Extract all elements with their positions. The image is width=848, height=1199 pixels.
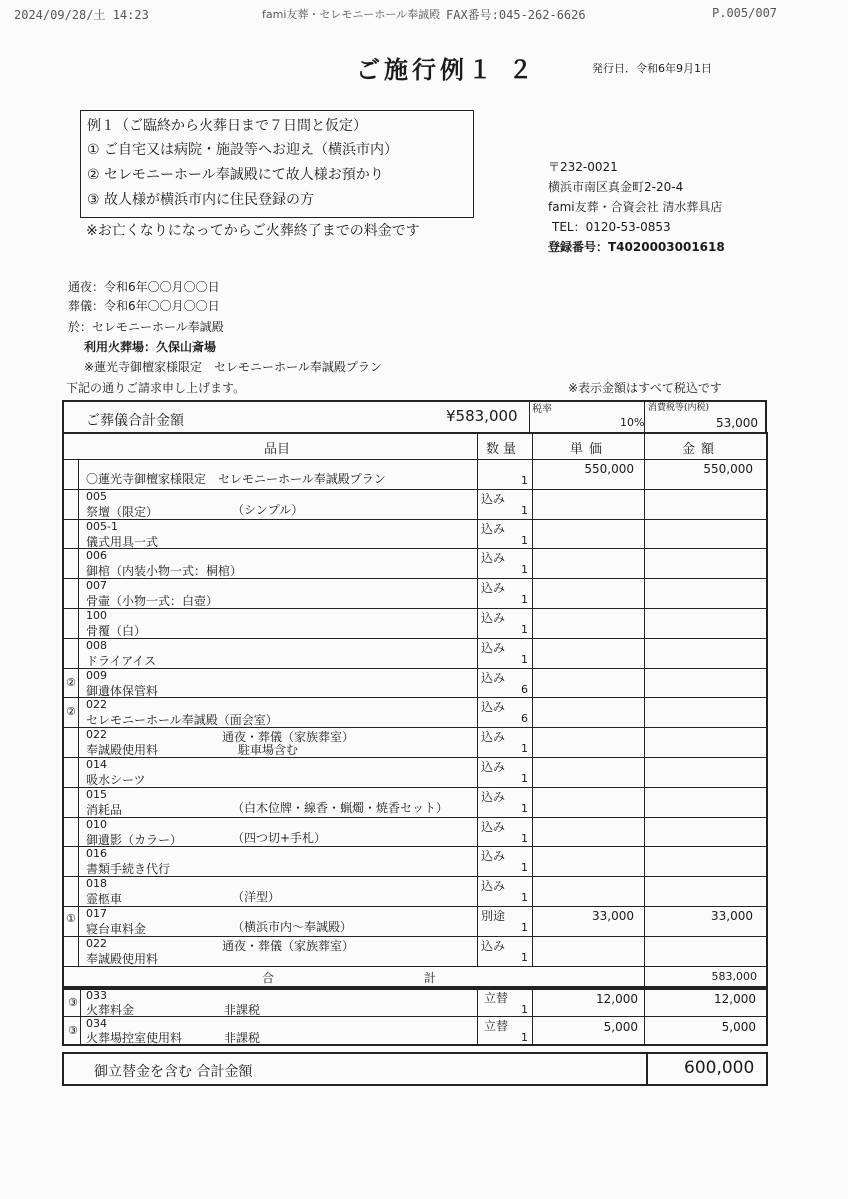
item-qty: 1: [521, 772, 528, 785]
example-line: ③ 故人様が横浜市内に住民登録の方: [87, 192, 315, 208]
item-name: 寝台車料金: [86, 922, 147, 936]
item-code: 016: [86, 847, 107, 861]
advance-unit-col: [532, 988, 533, 1044]
row-rule: [64, 668, 766, 669]
header-amount: 金額: [682, 442, 721, 457]
item-name: 骨壷（小物一式：白壺）: [86, 594, 219, 609]
example-heading: 例１（ご臨終から火葬日まで７日間と仮定）: [87, 118, 367, 134]
header-rule-bottom: [62, 459, 767, 460]
item-amount: 550,000: [703, 462, 753, 476]
qty-label: 立替: [484, 1019, 509, 1033]
advance-right: [766, 988, 768, 1046]
item-unit-price: 12,000: [596, 992, 638, 1006]
item-note: 通夜・葬儀（家族葬室）: [222, 730, 355, 745]
item-amount: 12,000: [714, 992, 756, 1006]
fax-datetime: 2024/09/28/土 14:23: [14, 8, 149, 22]
advance-qty-col: [477, 988, 478, 1044]
row-rule: [64, 548, 766, 549]
item-qty: 6: [521, 682, 528, 696]
fax-page: P.005/007: [712, 6, 778, 20]
qty-label: 込み: [481, 849, 506, 864]
item-qty: 1: [521, 921, 528, 934]
item-name: セレモニーホール奉誠殿（面会室）: [86, 713, 278, 728]
qty-label: 込み: [481, 551, 506, 566]
item-name: 吸水シーツ: [86, 773, 146, 787]
subtotal-label: 計: [424, 970, 437, 985]
issue-date: 発行日．令和6年9月1日: [592, 62, 712, 75]
fax-number: FAX番号:045-262-6626: [446, 8, 586, 22]
item-qty: 1: [521, 1031, 528, 1044]
item-note: （四つ切+手札）: [232, 830, 327, 845]
plan-note: ※蓮光寺御檀家様限定 セレモニーホール奉誠殿プラン: [84, 360, 382, 374]
item-qty: 1: [521, 652, 528, 666]
company-tel: TEL：0120-53-0853: [552, 220, 671, 234]
item-name: 骨覆（白）: [86, 624, 147, 638]
row-marker: ②: [66, 705, 76, 719]
item-qty: 1: [521, 533, 528, 547]
item-name: 儀式用具一式: [86, 534, 159, 549]
example-box: [80, 110, 474, 218]
item-code: 005-1: [86, 519, 118, 533]
item-qty: 1: [521, 593, 528, 607]
qty-label: 込み: [481, 819, 506, 834]
item-name: 消耗品: [86, 802, 123, 817]
item-code: 034: [86, 1017, 107, 1030]
page-title: ご施行例１ ２: [356, 56, 537, 84]
item-note: 駐車場含む: [238, 743, 299, 758]
item-name: 霊柩車: [86, 892, 123, 907]
example-line: ① ご自宅又は病院・施設等へお迎え（横浜市内）: [87, 142, 398, 158]
row-rule: [64, 906, 766, 907]
item-code: 015: [86, 787, 107, 801]
qty-label: 込み: [481, 611, 506, 625]
tax-note: ※表示金額はすべて税込です: [568, 381, 722, 395]
item-code: 022: [86, 698, 107, 712]
item-code: 022: [86, 936, 107, 950]
row-rule: [64, 519, 766, 520]
row-rule: [64, 966, 766, 967]
item-code: 017: [86, 907, 107, 920]
tax-amount-label: 消費税等(内税): [648, 403, 710, 413]
item-qty: 1: [521, 950, 528, 964]
subtotal-amount: 583,000: [711, 969, 757, 983]
item-code: 009: [86, 668, 107, 682]
item-unit-price: 550,000: [584, 462, 634, 476]
qty-label: 別途: [481, 909, 506, 923]
item-qty: 1: [521, 563, 528, 577]
row-rule: [64, 489, 766, 490]
tax-rate: 10%: [620, 416, 645, 429]
item-note: （横浜市内〜奉誠殿）: [232, 920, 353, 934]
grand-total-amount: 600,000: [684, 1058, 755, 1078]
item-unit-price: 5,000: [603, 1020, 638, 1034]
qty-label: 立替: [484, 991, 509, 1005]
item-name: 祭壇（限定）: [86, 504, 159, 519]
item-amount: 33,000: [711, 909, 753, 923]
item-qty: 1: [521, 1003, 528, 1016]
item-code: 018: [86, 877, 107, 891]
header-item: 品目: [264, 442, 291, 457]
company-postal: 〒232-0021: [548, 160, 618, 174]
row-marker: ②: [66, 675, 76, 689]
row-rule: [64, 787, 766, 788]
grand-total-label: 御立替金を含む 合計金額: [94, 1064, 253, 1080]
qty-label: 込み: [481, 700, 506, 715]
item-code: 022: [86, 728, 107, 742]
item-amount: 5,000: [721, 1020, 756, 1034]
item-name: 御遺影（カラー）: [86, 832, 183, 847]
advance-row-rule: [64, 1016, 766, 1017]
qty-label: 込み: [481, 879, 506, 894]
item-name: 御棺（内装小物一式：桐棺）: [86, 564, 243, 579]
venue: 於：セレモニーホール奉誠殿: [68, 320, 224, 334]
qty-col: [477, 432, 478, 966]
row-rule: [64, 638, 766, 639]
qty-label: 込み: [481, 730, 506, 745]
item-name: 奉誠殿使用料: [86, 951, 159, 966]
advance-left: [62, 988, 64, 1046]
item-qty: 1: [521, 474, 528, 487]
item-note: （白木位牌・線香・蝋燭・焼香セット）: [232, 800, 449, 815]
advance-marker-col: [80, 988, 81, 1044]
item-name: 書類手続き代行: [86, 862, 171, 877]
item-code: 100: [86, 609, 107, 622]
qty-label: 込み: [481, 491, 506, 506]
row-marker: ③: [68, 996, 78, 1009]
example-line: ② セレモニーホール奉誠殿にて故人様お預かり: [87, 167, 384, 183]
item-note: （洋型）: [232, 890, 281, 905]
item-name: 火葬場控室使用料: [86, 1031, 183, 1045]
header-unit-price: 単価: [570, 442, 609, 457]
row-rule: [64, 936, 766, 937]
company-registration: 登録番号：T4020003001618: [548, 240, 725, 254]
unit-col: [532, 432, 533, 966]
tax-amount: 53,000: [716, 416, 758, 430]
company-address: 横浜市南区真金町2-20-4: [548, 180, 684, 194]
header-qty: 数量: [486, 442, 521, 457]
item-qty: 1: [521, 801, 528, 815]
qty-label: 込み: [481, 760, 506, 774]
item-name: 火葬料金: [86, 1003, 135, 1017]
amount-col: [644, 432, 645, 986]
table-left: [62, 432, 64, 988]
qty-label: 込み: [481, 581, 506, 596]
item-qty: 1: [521, 831, 528, 845]
item-name: ドライアイス: [86, 653, 157, 668]
company-name: fami友葬・合資会社 清水葬具店: [548, 200, 723, 214]
item-note: 非課税: [224, 1031, 261, 1045]
advance-rule-top: [62, 988, 767, 990]
marker-col: [78, 459, 79, 966]
item-qty: 1: [521, 503, 528, 517]
item-code: 007: [86, 579, 107, 593]
row-marker: ③: [68, 1024, 78, 1037]
item-note: 非課税: [224, 1003, 261, 1017]
item-code: 010: [86, 817, 107, 831]
subtotal-label: 合: [262, 970, 275, 985]
item-code: 014: [86, 758, 107, 771]
item-code: 033: [86, 989, 107, 1002]
item-unit-price: 33,000: [592, 909, 634, 923]
billing-statement: 下記の通りご請求申し上げます。: [66, 381, 246, 395]
item-qty: 6: [521, 712, 528, 726]
item-note: （シンプル）: [232, 502, 304, 517]
item-name: 御遺体保管料: [86, 683, 159, 698]
item-qty: 1: [521, 891, 528, 905]
header-rule-top: [62, 432, 767, 434]
funeral-date: 葬儀：令和6年〇〇月〇〇日: [68, 299, 220, 313]
advance-amount-col: [644, 988, 645, 1044]
item-code: 005: [86, 489, 107, 503]
item-note: 通夜・葬儀（家族葬室）: [222, 938, 355, 953]
fax-sender: fami友葬・セレモニーホール奉誠殿: [262, 8, 441, 21]
row-marker: ①: [66, 912, 76, 925]
item-code: 008: [86, 638, 107, 652]
crematorium: 利用火葬場：久保山斎場: [84, 340, 217, 354]
wake-date: 通夜：令和6年〇〇月〇〇日: [68, 280, 220, 294]
qty-label: 込み: [481, 938, 506, 953]
item-name: 〇蓮光寺御檀家様限定 セレモニーホール奉誠殿プラン: [86, 472, 386, 486]
item-name: 奉誠殿使用料: [86, 743, 159, 758]
example-note: ※お亡くなりになってからご火葬終了までの料金です: [86, 223, 420, 239]
summary-label: ご葬儀合計金額: [86, 413, 184, 429]
tax-rate-label: 税率: [532, 404, 552, 415]
row-rule: [64, 757, 766, 758]
qty-label: 込み: [481, 640, 506, 655]
item-qty: 1: [521, 861, 528, 875]
qty-label: 込み: [481, 521, 506, 536]
row-rule: [64, 697, 766, 698]
item-qty: 1: [521, 742, 528, 756]
table-right: [766, 432, 768, 988]
summary-amount: ¥583,000: [446, 407, 518, 425]
item-qty: 1: [521, 623, 528, 636]
qty-label: 込み: [481, 670, 506, 685]
qty-label: 込み: [481, 789, 506, 804]
item-code: 006: [86, 549, 107, 563]
row-rule: [64, 817, 766, 818]
